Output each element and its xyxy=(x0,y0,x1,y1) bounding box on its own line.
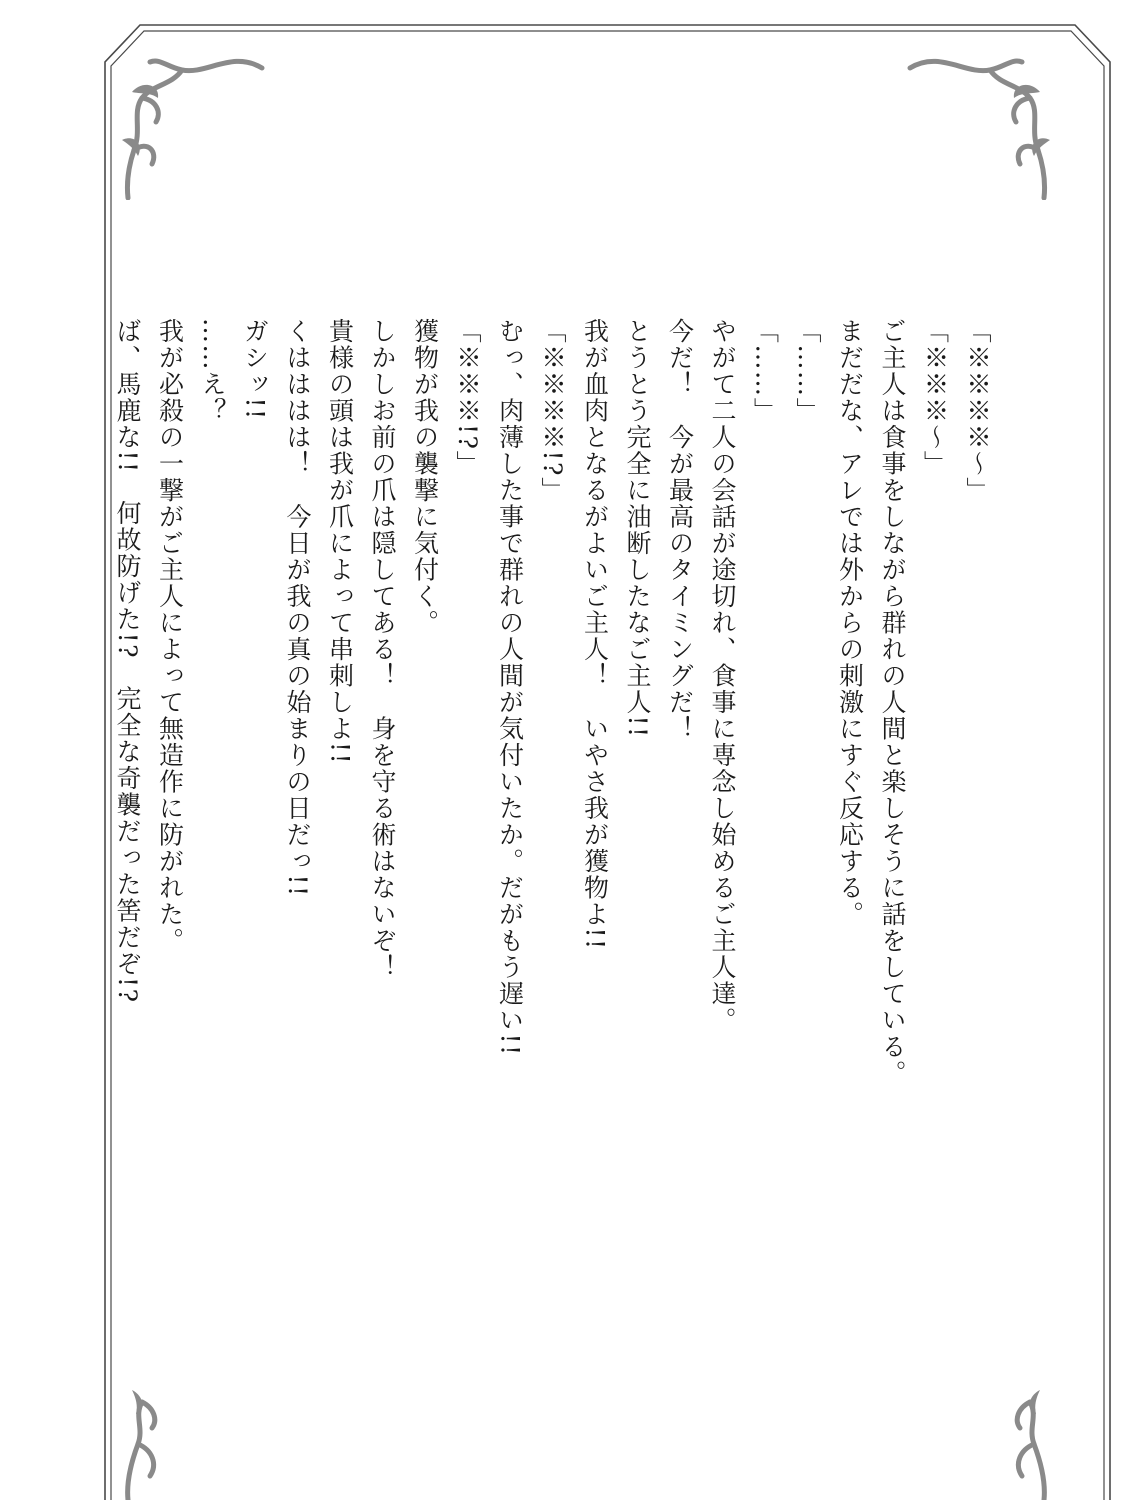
text-line: くはははは！ 今日が我の真の始まりの日だっ!! xyxy=(283,318,312,898)
text-line: ……え？ xyxy=(198,318,227,424)
text-line: 「……」 xyxy=(793,318,822,424)
text-line: 「……」 xyxy=(750,318,780,424)
text-line: 「※※※※!?」 xyxy=(538,318,567,504)
text-line: 「※※※※～」 xyxy=(963,318,992,504)
text-line: 貴様の頭は我が爪によって串刺しよ!! xyxy=(325,318,355,766)
text-line: 我が必殺の一撃がご主人によって無造作に防がれた。 xyxy=(155,318,185,954)
text-line: しかしお前の爪は隠してある！ 身を守る術はないぞ！ xyxy=(368,318,397,981)
text-line: ガシッ!! xyxy=(240,318,270,421)
text-line: 「※※※!?」 xyxy=(453,318,482,477)
text-line: むっ、肉薄した事で群れの人間が気付いたか。だがもう遅い!! xyxy=(495,318,525,1057)
ornament-top-right xyxy=(900,40,1060,200)
ornament-bottom-right xyxy=(900,1380,1060,1500)
text-line: 我が血肉となるがよいご主人！ いやさ我が獲物よ!! xyxy=(580,318,610,951)
text-line: ご主人は食事をしながら群れの人間と楽しそうに話をしている。 xyxy=(878,318,907,1087)
text-line: やがて二人の会話が途切れ、食事に専念し始めるご主人達。 xyxy=(708,318,737,1034)
ornament-bottom-left xyxy=(112,1380,272,1500)
vertical-text-body xyxy=(113,318,998,1318)
text-line: まだだな、アレでは外からの刺激にすぐ反応する。 xyxy=(835,318,865,928)
text-line: 「※※※～」 xyxy=(920,318,950,477)
text-line: 獲物が我の襲撃に気付く。 xyxy=(410,318,440,636)
text-line: ば、馬鹿な!! 何故防げた!? 完全な奇襲だった筈だぞ!? xyxy=(113,318,142,1004)
text-line: 今だ！ 今が最高のタイミングだ！ xyxy=(665,318,695,742)
ornament-top-left xyxy=(112,40,272,200)
text-line: とうとう完全に油断したなご主人!! xyxy=(623,318,652,739)
